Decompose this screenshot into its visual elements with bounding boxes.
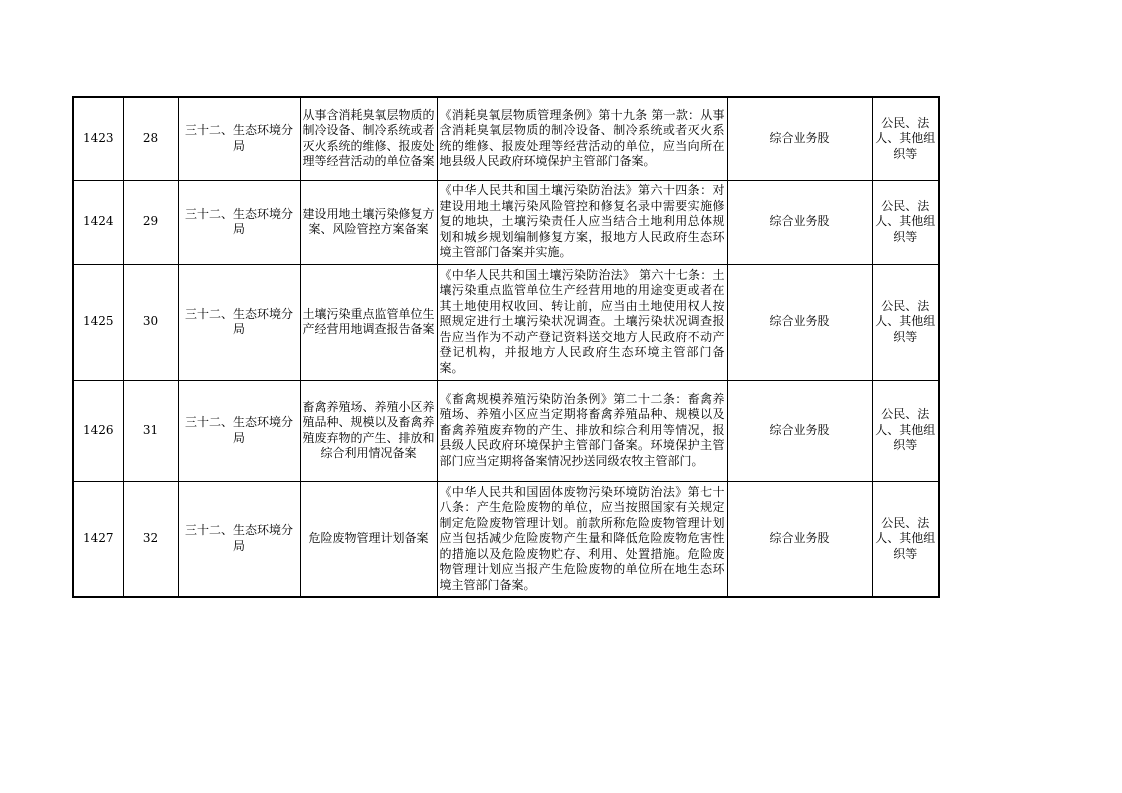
row-number-cell: 31 (123, 380, 178, 481)
department-cell: 三十二、生态环境分局 (178, 180, 300, 264)
row-number-cell: 28 (123, 97, 178, 180)
row-id-cell: 1427 (73, 481, 123, 597)
department-cell: 三十二、生态环境分局 (178, 380, 300, 481)
department-cell: 三十二、生态环境分局 (178, 264, 300, 380)
handling-unit-cell: 综合业务股 (727, 264, 872, 380)
handling-unit-cell: 综合业务股 (727, 481, 872, 597)
handling-unit-cell: 综合业务股 (727, 97, 872, 180)
table-body (73, 97, 939, 597)
service-target-cell: 公民、法人、其他组织等 (872, 380, 939, 481)
table-row (73, 380, 939, 481)
service-target-cell: 公民、法人、其他组织等 (872, 97, 939, 180)
item-name-cell: 土壤污染重点监管单位生产经营用地调查报告备案 (300, 264, 437, 380)
row-id-cell: 1425 (73, 264, 123, 380)
row-id-cell: 1423 (73, 97, 123, 180)
table-row (73, 180, 939, 264)
item-name-cell: 建设用地土壤污染修复方案、风险管控方案备案 (300, 180, 437, 264)
legal-basis-cell: 《畜禽规模养殖污染防治条例》第二十二条：畜禽养殖场、养殖小区应当定期将畜禽养殖品种、规模以及畜禽养殖废弃物的产生、排放和综合利用等情况，报县级人民政府环境保护主管部门备案。环境保护主管部门应当定期将备案情况抄送同级农牧主管部门。 (437, 380, 727, 481)
item-name-cell: 危险废物管理计划备案 (300, 481, 437, 597)
filing-items-table (72, 96, 940, 598)
row-number-cell: 30 (123, 264, 178, 380)
handling-unit-cell: 综合业务股 (727, 380, 872, 481)
table-row (73, 97, 939, 180)
row-id-cell: 1424 (73, 180, 123, 264)
item-name-cell: 畜禽养殖场、养殖小区养殖品种、规模以及畜禽养殖废弃物的产生、排放和综合利用情况备案 (300, 380, 437, 481)
handling-unit-cell: 综合业务股 (727, 180, 872, 264)
service-target-cell: 公民、法人、其他组织等 (872, 180, 939, 264)
legal-basis-cell: 《中华人民共和国土壤污染防治法》 第六十七条：土壤污染重点监管单位生产经营用地的用途变更或者在其土地使用权收回、转让前，应当由土地使用权人按照规定进行土壤污染状况调查。土壤污染状况调查报告应当作为不动产登记资料送交地方人民政府不动产登记机构，并报地方人民政府生态环境主管部门备案。 (437, 264, 727, 380)
table-row (73, 481, 939, 597)
row-number-cell: 29 (123, 180, 178, 264)
legal-basis-cell: 《消耗臭氧层物质管理条例》第十九条 第一款：从事含消耗臭氧层物质的制冷设备、制冷系统或者灭火系统的维修、报废处理等经营活动的单位，应当向所在地县级人民政府环境保护主管部门备案。 (437, 97, 727, 180)
department-cell: 三十二、生态环境分局 (178, 97, 300, 180)
row-id-cell: 1426 (73, 380, 123, 481)
row-number-cell: 32 (123, 481, 178, 597)
table-row (73, 264, 939, 380)
legal-basis-cell: 《中华人民共和国土壤污染防治法》第六十四条：对建设用地土壤污染风险管控和修复名录中需要实施修复的地块，土壤污染责任人应当结合土地利用总体规划和城乡规划编制修复方案，报地方人民政府生态环境主管部门备案并实施。 (437, 180, 727, 264)
legal-basis-cell: 《中华人民共和国固体废物污染环境防治法》第七十八条：产生危险废物的单位，应当按照国家有关规定制定危险废物管理计划。前款所称危险废物管理计划应当包括减少危险废物产生量和降低危险废物危害性的措施以及危险废物贮存、利用、处置措施。危险废物管理计划应当报产生危险废物的单位所在地生态环境主管部门备案。 (437, 481, 727, 597)
item-name-cell: 从事含消耗臭氧层物质的制冷设备、制冷系统或者灭火系统的维修、报废处理等经营活动的单位备案 (300, 97, 437, 180)
department-cell: 三十二、生态环境分局 (178, 481, 300, 597)
service-target-cell: 公民、法人、其他组织等 (872, 264, 939, 380)
service-target-cell: 公民、法人、其他组织等 (872, 481, 939, 597)
